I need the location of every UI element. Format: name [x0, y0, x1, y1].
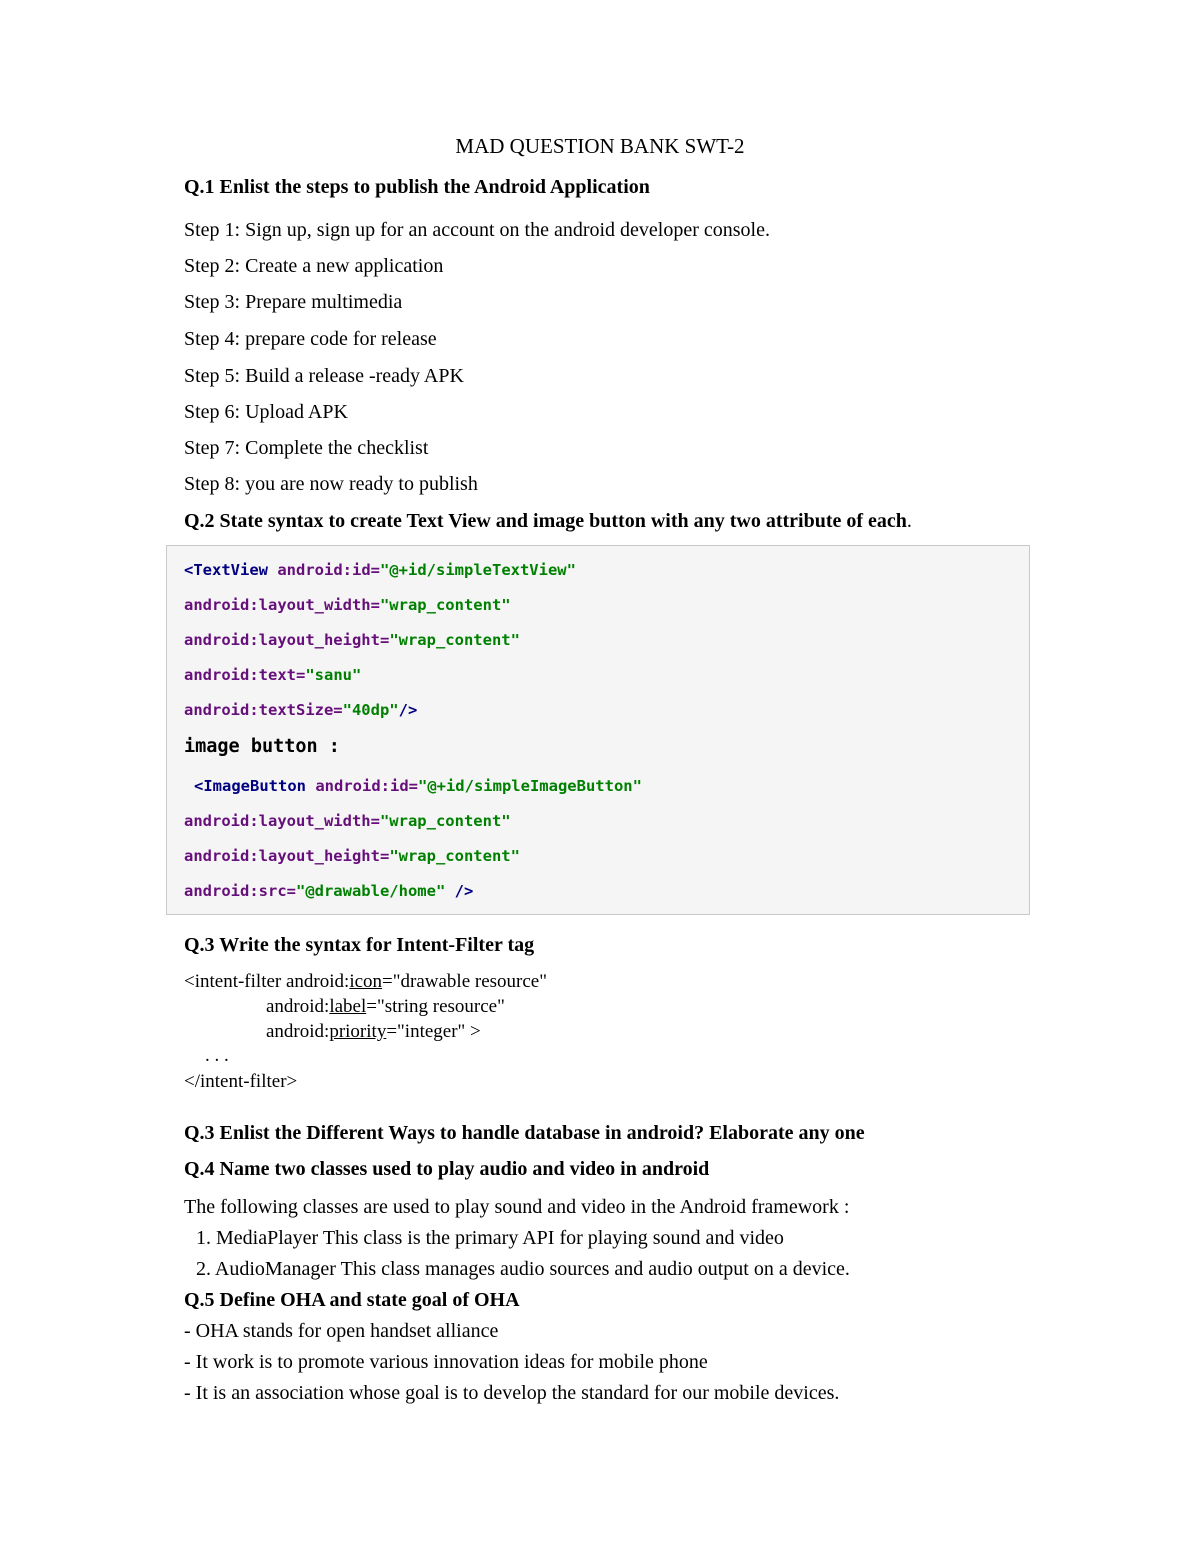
code-tag-close: />	[398, 701, 418, 719]
intent-text: ="integer" >	[386, 1021, 481, 1042]
code-value: "sanu"	[305, 666, 362, 684]
document-title: MAD QUESTION BANK SWT-2	[455, 134, 745, 158]
code-imagebutton-line-1	[194, 777, 642, 795]
code-attr: android:textSize=	[184, 701, 343, 719]
intent-close: </intent-filter>	[184, 1071, 298, 1092]
code-attr: android:text=	[184, 666, 306, 684]
q2-heading	[184, 510, 912, 533]
q4-intro: The following classes are used to play sound and video in the Android framework :	[184, 1196, 850, 1218]
code-textview-line-5	[184, 701, 417, 719]
code-attr: android:src=	[184, 882, 296, 900]
q5-point-3: - It is an association whose goal is to develop the standard for our mobile devices.	[184, 1382, 840, 1404]
code-attr: android:layout_width=	[184, 812, 380, 830]
q5-point-2: - It work is to promote various innovation ideas for mobile phone	[184, 1351, 708, 1373]
code-tag: <ImageButton	[194, 777, 306, 795]
intent-attr: label	[329, 996, 367, 1017]
code-textview-line-3	[184, 631, 520, 649]
q2-heading-period: .	[906, 510, 912, 532]
intent-attr: priority	[329, 1021, 387, 1042]
q2-heading-text: Q.2 State syntax to create Text View and image button with any two attribute of each	[184, 510, 907, 532]
intent-text: android:	[266, 996, 330, 1017]
q1-step-4: Step 4: prepare code for release	[184, 328, 437, 350]
code-imagebutton-line-4	[184, 882, 473, 900]
q1-heading: Q.1 Enlist the steps to publish the Android Application	[184, 176, 650, 198]
code-value: "wrap_content"	[379, 596, 511, 614]
code-textview-line-4	[184, 666, 361, 684]
q1-step-5: Step 5: Build a release -ready APK	[184, 365, 464, 387]
q1-step-7: Step 7: Complete the checklist	[184, 437, 429, 459]
q5-point-1: - OHA stands for open handset alliance	[184, 1320, 499, 1342]
code-value: "wrap_content"	[379, 812, 511, 830]
intent-ellipsis: . . .	[205, 1045, 229, 1066]
code-attr: android:layout_height=	[184, 631, 390, 649]
code-value: "40dp"	[342, 701, 399, 719]
intent-text: android:	[266, 1021, 330, 1042]
q1-step-6: Step 6: Upload APK	[184, 401, 348, 423]
q3-database-heading: Q.3 Enlist the Different Ways to handle database in android? Elaborate any one	[184, 1122, 865, 1144]
code-value: "@drawable/home"	[295, 882, 446, 900]
q4-item-1: 1. MediaPlayer This class is the primary API for playing sound and video	[196, 1227, 784, 1249]
code-attr: android:layout_width=	[184, 596, 380, 614]
q1-step-8: Step 8: you are now ready to publish	[184, 473, 478, 495]
q4-heading: Q.4 Name two classes used to play audio and video in android	[184, 1158, 710, 1180]
code-tag: <TextView	[184, 561, 268, 579]
code-value: "wrap_content"	[389, 847, 520, 865]
q1-step-2: Step 2: Create a new application	[184, 255, 444, 277]
code-imagebutton-line-3	[184, 847, 520, 865]
code-value: "@+id/simpleTextView"	[380, 561, 576, 579]
code-attr: android:id=	[277, 561, 380, 579]
intent-line-1	[184, 971, 547, 993]
code-tag-close: />	[445, 882, 474, 900]
code-imagebutton-line-2	[184, 812, 511, 830]
code-attr: android:id=	[315, 777, 418, 795]
intent-attr: icon	[349, 971, 383, 992]
code-value: "@+id/simpleImageButton"	[417, 777, 642, 795]
q1-step-1: Step 1: Sign up, sign up for an account on the android developer console.	[184, 219, 770, 241]
image-button-label: image button :	[184, 736, 340, 757]
q4-item-2: 2. AudioManager This class manages audio sources and audio output on a device.	[196, 1258, 850, 1280]
code-attr: android:layout_height=	[184, 847, 390, 865]
q1-step-3: Step 3: Prepare multimedia	[184, 291, 403, 313]
code-value: "wrap_content"	[389, 631, 520, 649]
q3-intent-heading: Q.3 Write the syntax for Intent-Filter tag	[184, 934, 535, 956]
q5-heading: Q.5 Define OHA and state goal of OHA	[184, 1289, 520, 1311]
intent-text: ="string resource"	[366, 996, 505, 1017]
intent-line-3	[266, 1021, 481, 1043]
intent-line-2	[266, 996, 505, 1018]
intent-text: ="drawable resource"	[382, 971, 547, 992]
code-textview-line-1	[184, 561, 576, 579]
intent-text: <intent-filter android:	[184, 971, 350, 992]
code-textview-line-2	[184, 596, 511, 614]
